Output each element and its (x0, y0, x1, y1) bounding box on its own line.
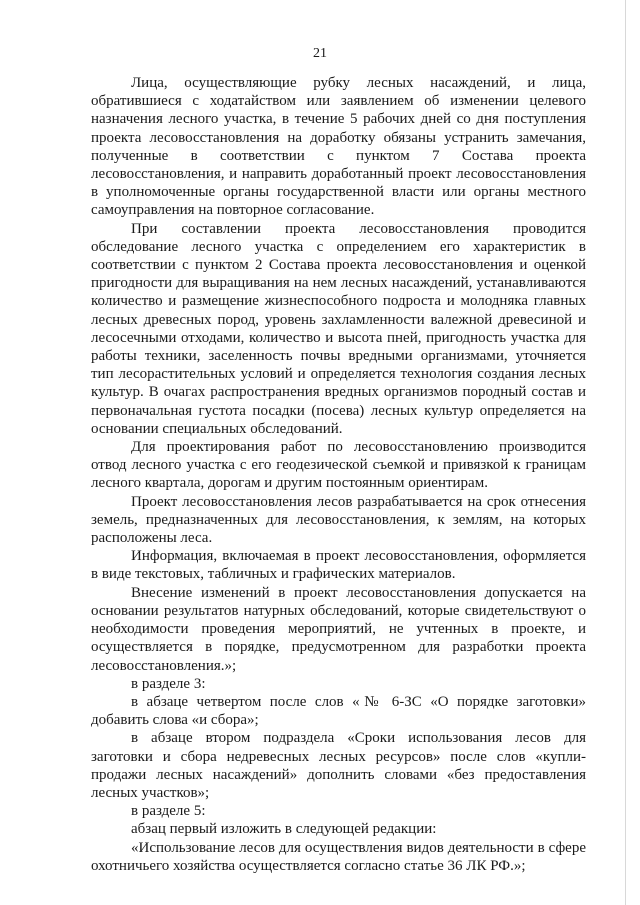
paragraph-project-term: Проект лесовосстановления лесов разрабатывается на срок отнесения земель, предназначенных для лесовосстановления, к землям, на которых расположены леса. (91, 493, 586, 547)
paragraph-site-allotment: Для проектирования работ по лесовосстановлению производится отвод лесного участка с его геодезической съемкой и привязкой к границам лесного квартала, дорогам и другим постоянным ориентирам. (91, 439, 586, 492)
paragraph-project-materials: Информация, включаемая в проект лесовосстановления, оформляется в виде текстовых, табличных и графических материалов. (91, 548, 586, 583)
paragraph-project-amendments: Внесение изменений в проект лесовосстановления допускается на основании результатов натурных обследований, которые свидетельствуют о необходимости проведения мероприятий, не учтенных в проекте, и осуществляется в порядке, предусмотренном для разработки проекта лесовосстановления.»; (91, 584, 586, 674)
paragraph-section-3: в разделе 3: (131, 675, 206, 692)
document-body (91, 74, 586, 875)
page-number: 21 (313, 46, 327, 61)
paragraph-section-3-item-2: в абзаце втором подраздела «Сроки использования лесов для заготовки и сбора недревесных лесных ресурсов» после слов «купли-продажи лесных насаждений» дополнить словами «без предоставления лесных участков»; (91, 730, 586, 801)
scan-edge-line (625, 0, 626, 905)
paragraph-section-5: в разделе 5: (131, 803, 206, 820)
paragraph-revision-deadline: Лица, осуществляющие рубку лесных насаждений, и лица, обратившиеся с ходатайством или заявлением об изменении целевого назначения лесного участка, в течение 5 рабочих дней со дня поступления проекта лесовосстановления на доработку обязаны устранить замечания, полученные в соответствии с пунктом 7 Состава проекта лесовосстановления, и направить доработанный проект лесовосстановления в уполномоченные органы государственной власти или органы местного самоуправления на повторное согласование. (91, 75, 586, 219)
paragraph-hunting-use: «Использование лесов для осуществления видов деятельности в сфере охотничьего хозяйства осуществляется согласно статье 36 ЛК РФ.»; (91, 839, 586, 874)
paragraph-site-survey: При составлении проекта лесовосстановления проводится обследование лесного участка с определением его характеристик в соответствии с пунктом 2 Состава проекта лесовосстановления и оценкой пригодности для выращивания на нем лесных насаждений, устанавливаются количество и размещение жизнеспособного подроста и молодняка главных лесных древесных пород, уровень захламленности валежной древесиной и лесосечными отходами, количество и высота пней, пригодность участка для работы техники, заселенность почвы вредными организмами, уточняется тип лесорастительных условий и определяется технология создания лесных культур. В очагах распространения вредных организмов породный состав и первоначальная густота посадки (посева) лесных культур определяется на основании специальных обследований. (91, 220, 586, 437)
paragraph-section-3-item-1: в абзаце четвертом после слов «№ 6-ЗС «О порядке заготовки» добавить слова «и сбора»; (91, 693, 586, 729)
paragraph-section-5-item-1: абзац первый изложить в следующей редакции: (131, 821, 437, 838)
